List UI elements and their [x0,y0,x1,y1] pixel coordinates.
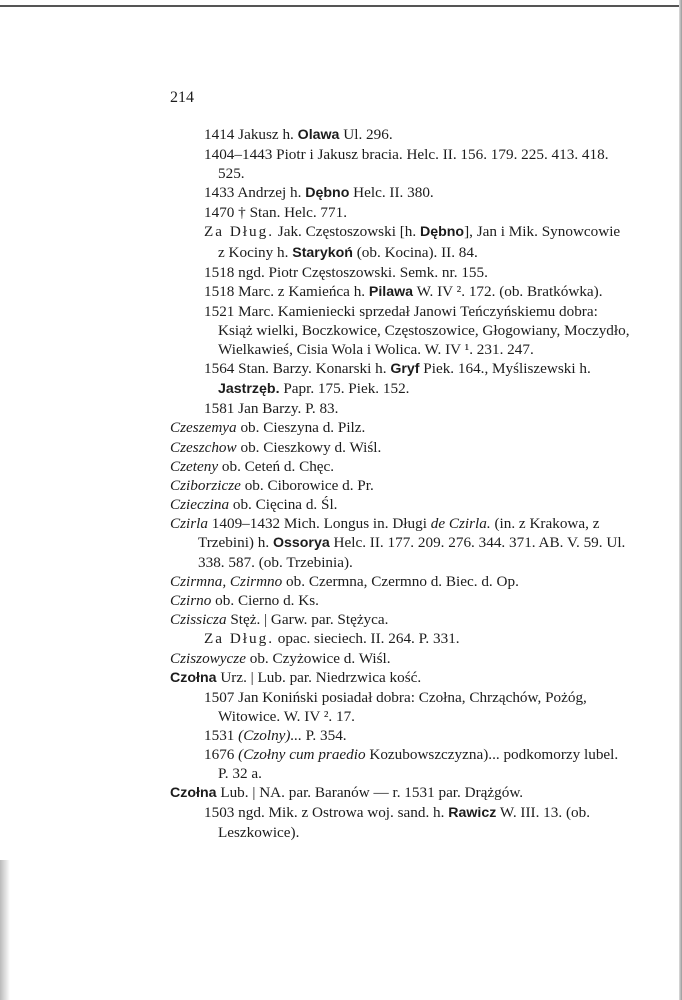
text: 1581 Jan Barzy. P. 83. [204,400,339,418]
entry-text [204,726,630,745]
entry-headword-paragraph [170,572,630,591]
italic-text: Czirla [170,514,208,532]
entry-subparagraph [170,803,630,842]
text: 1409–1432 Mich. Longus in. Długi [207,514,431,532]
entry-subparagraph [170,183,630,203]
bold-text: Dębno [419,224,465,241]
text: W. III. 13. (ob. Leszkowice). [218,804,591,842]
text: ob. Ciborowice d. Pr. [240,476,374,494]
text: 1433 Andrzej h. [204,184,306,202]
entry-headword-paragraph [170,610,630,629]
bold-text: Czołna [170,785,217,802]
text: ], Jan i Mik. Synowcowie z Kociny h. [218,223,621,261]
entry-text [204,125,630,145]
text: 1503 ngd. Mik. z Ostrowa woj. sand. h. [204,804,449,822]
entry-subparagraph [170,745,630,783]
italic-text: Czirmna, Czirmno [170,573,283,591]
text: (in. z Krakowa, z Trzebini) h. [198,514,600,551]
text: 1507 Jan Koniński posiadał dobra: Czołna, Chrząchów, Pożóg, Witowice. W. IV ². 17. [204,688,587,725]
entry-subparagraph [170,145,630,183]
italic-text: de Czirla. [430,514,491,532]
entry-subparagraph [170,222,630,262]
text: Stęż. | Garw. par. Stężyca. [226,611,389,629]
bold-text: Jastrzęb. [218,381,280,398]
text: ob. Cierno d. Ks. [211,592,319,610]
text: ob. Cieszyna d. Pilz. [236,419,366,437]
text: Piek. 164., Myśliszewski h. [419,360,591,378]
entry-subparagraph [170,726,630,745]
bold-text: Olawa [297,127,340,143]
text: Papr. 175. Piek. 152. [279,380,410,398]
entry-headword-paragraph [170,514,630,572]
bold-text: Starykoń [292,244,353,261]
italic-text: (Czolny)... [238,726,302,744]
bold-text: Pilawa [368,283,414,300]
entry-text [204,263,630,282]
entry-subparagraph [170,359,630,399]
text: Ul. 296. [339,126,393,143]
entry-text [204,145,630,183]
text: opac. sieciech. II. 264. P. 331. [274,630,460,648]
entry-text [204,745,630,783]
entry-text [204,688,630,726]
text: 1518 Marc. z Kamieńca h. [204,282,369,300]
text: Lub. | NA. par. Baranów — r. 1531 par. Drążgów. [216,784,524,802]
italic-text: Czeszchow [170,438,237,456]
entry-subparagraph [170,282,630,302]
italic-text: Czeteny [170,457,219,475]
entry-headword-paragraph [170,495,630,514]
text: Jak. Częstoszowski [h. [274,223,420,241]
text: ob. Czermna, Czermno d. Biec. d. Op. [282,573,519,591]
text: 1404–1443 Piotr i Jakusz bracia. Helc. II. 156. 179. 225. 413. 418. 525. [204,146,609,183]
entry-text [204,399,630,418]
text: Helc. II. 177. 209. 276. 344. 371. AB. V. 59. Ul. 338. 587. (ob. Trzebinia). [198,533,626,572]
entry-text [204,302,630,359]
bold-text: Gryf [390,361,420,378]
entry-headword-paragraph [170,783,630,803]
italic-text: (Czołny cum praedio [238,746,366,763]
spaced-text: Za Dług. [204,223,274,241]
text: Urz. | Lub. par. Niedrzwica kość. [216,668,422,686]
entry-subparagraph [170,629,630,648]
text: Kozubowszczyzna)... podkomorzy lubel. P. 32 a. [218,746,619,783]
entry-headword-paragraph [170,591,630,610]
text: 1470 † Stan. Helc. 771. [204,204,347,222]
entry-subparagraph [170,203,630,222]
entry-headword-paragraph [170,476,630,495]
text: ob. Czyżowice d. Wiśl. [245,649,391,667]
text: 1414 Jakusz h. [204,126,298,143]
bold-text: Rawicz [448,805,497,822]
bold-text: Dębno [305,185,350,202]
entry-headword-paragraph [170,418,630,437]
italic-text: Czieczina [170,495,230,513]
text: 1521 Marc. Kamieniecki sprzedał Janowi Teńczyńskiemu dobra: Książ wielki, Boczkowice, Częstoszowice, Głogowiany, Moczydło, Wielkawieś, Cisia Wola i Wolica. W. IV ¹. 231. 247. [204,302,630,359]
text: ob. Cieszkowy d. Wiśl. [236,438,382,456]
text: 1676 [204,746,239,763]
top-rule [0,5,682,7]
entry-headword-paragraph [170,457,630,476]
dictionary-text [170,125,630,842]
entry-headword-paragraph [170,438,630,457]
entry-text [204,803,630,842]
entry-headword-paragraph [170,668,630,688]
entry-subparagraph [170,399,630,418]
entry-text [204,203,630,222]
text: ob. Cięcina d. Śl. [229,495,338,513]
text: ob. Ceteń d. Chęc. [218,457,335,475]
text: 1531 [204,726,239,744]
entry-text [204,282,630,302]
entry-text [204,629,630,648]
entry-subparagraph [170,688,630,726]
entry-subparagraph [170,302,630,359]
spaced-text: Za Dług. [204,630,274,648]
text: 1518 ngd. Piotr Częstoszowski. Semk. nr. 155. [204,263,488,281]
bold-text: Ossorya [272,534,330,551]
bold-text: Czołna [170,669,217,686]
italic-text: Czeszemya [170,419,237,437]
text: 1564 Stan. Barzy. Konarski h. [204,360,391,378]
italic-text: Cziszowycze [170,649,246,667]
page-number: 214 [170,89,194,106]
entry-text [204,222,630,262]
entry-subparagraph [170,125,630,145]
scan-shadow [0,860,10,1000]
text: Helc. II. 380. [349,184,434,202]
entry-subparagraph [170,263,630,282]
entry-text [204,359,630,399]
entry-text [204,183,630,203]
text: P. 354. [301,726,347,744]
italic-text: Czissicza [170,611,227,629]
text: W. IV ². 172. (ob. Bratkówka). [413,282,603,300]
italic-text: Czirno [170,592,212,610]
text: (ob. Kocina). II. 84. [352,243,478,261]
entry-headword-paragraph [170,649,630,668]
italic-text: Cziborzicze [170,476,241,494]
